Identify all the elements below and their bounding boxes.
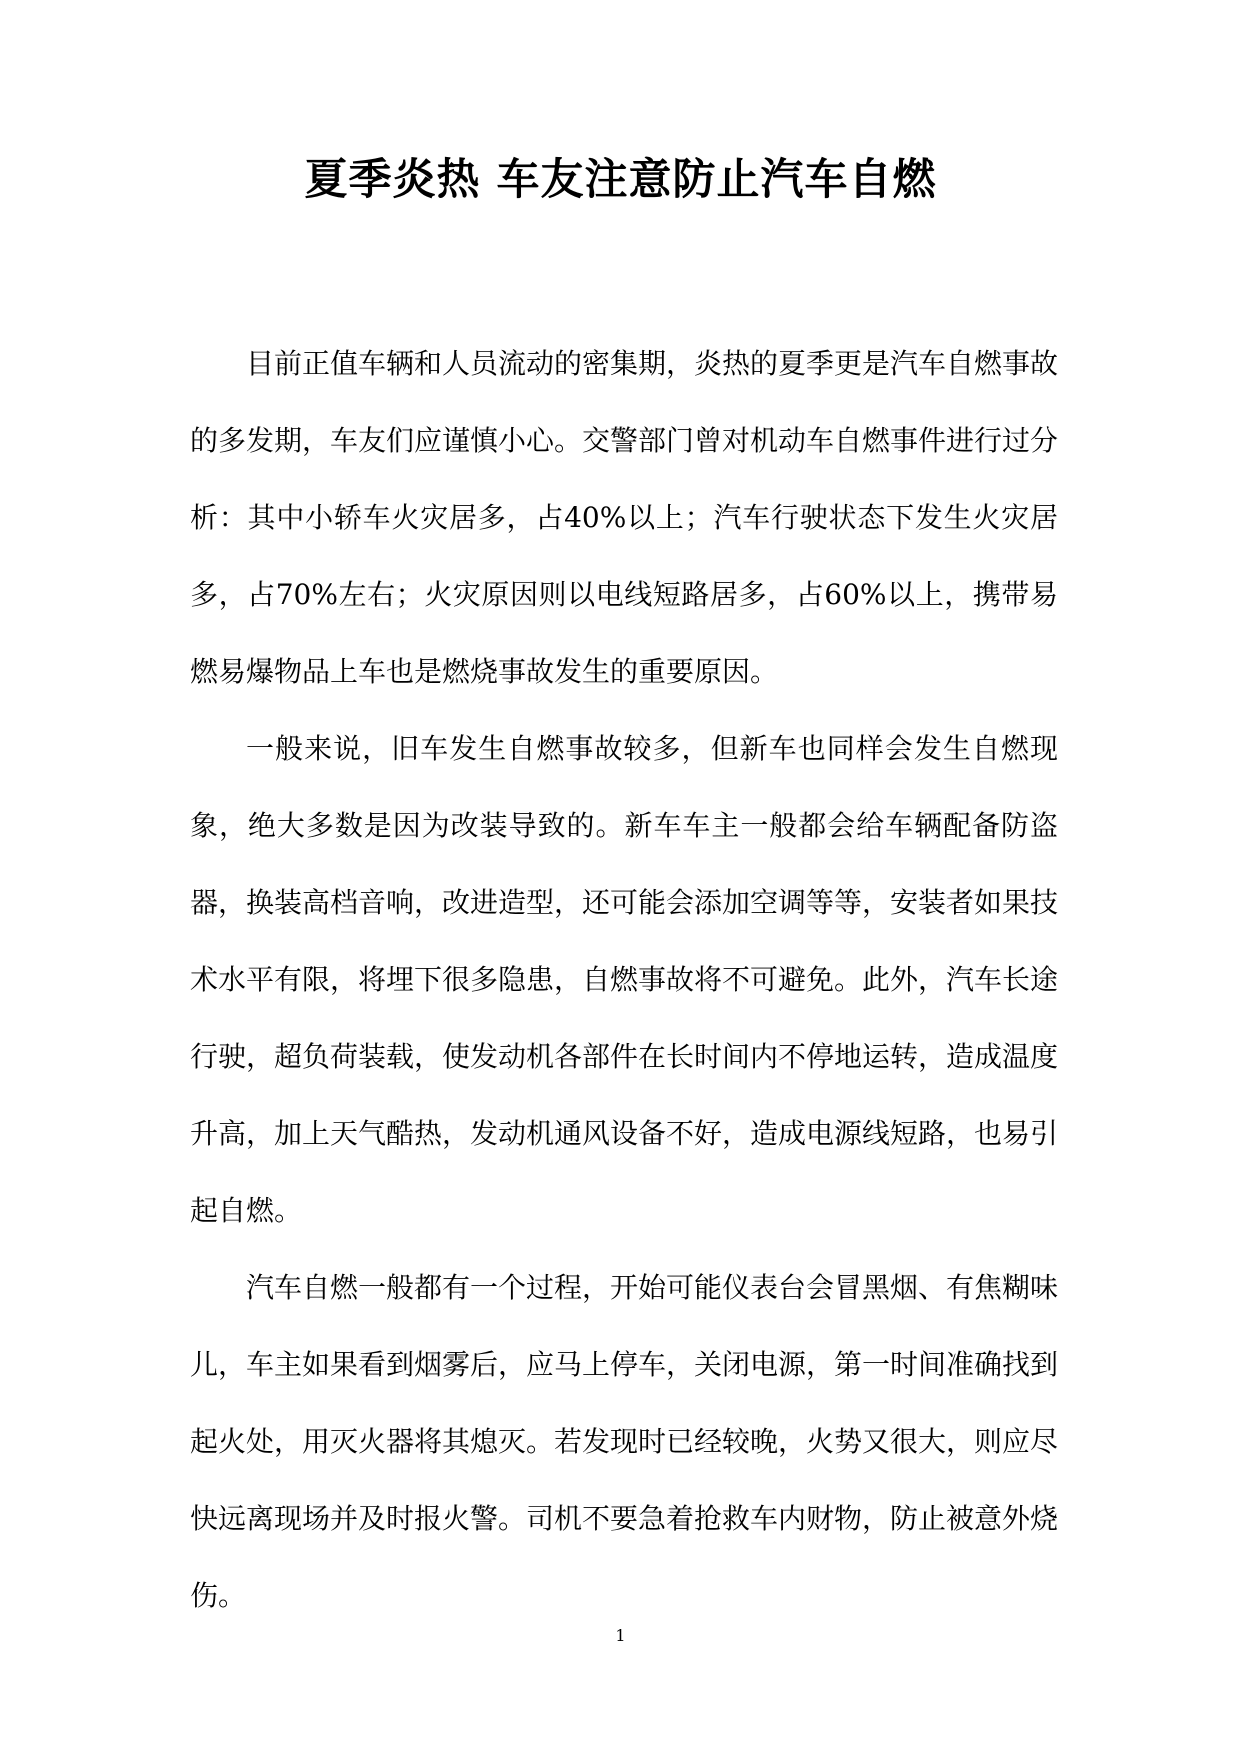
document-body xyxy=(190,325,1058,1634)
paragraph-2: 一般来说，旧车发生自燃事故较多，但新车也同样会发生自燃现象，绝大多数是因为改装导致的。新车车主一般都会给车辆配备防盗器，换装高档音响，改进造型，还可能会添加空调等等，安装者如果技术水平有限，将埋下很多隐患，自燃事故将不可避免。此外，汽车长途行驶，超负荷装载，使发动机各部件在长时间内不停地运转，造成温度升高，加上天气酷热，发动机通风设备不好，造成电源线短路，也易引起自燃。 xyxy=(190,732,1059,1227)
paragraph-1: 目前正值车辆和人员流动的密集期，炎热的夏季更是汽车自燃事故的多发期，车友们应谨慎小心。交警部门曾对机动车自燃事件进行过分析：其中小轿车火灾居多，占40%以上；汽车行驶状态下发生火灾居多，占70%左右；火灾原因则以电线短路居多，占60%以上，携带易燃易爆物品上车也是燃烧事故发生的重要原因。 xyxy=(190,347,1059,688)
page-number: 1 xyxy=(615,1626,626,1645)
document-title: 夏季炎热 车友注意防止汽车自燃 xyxy=(304,155,937,205)
paragraph-3: 汽车自燃一般都有一个过程，开始可能仪表台会冒黑烟、有焦糊味儿，车主如果看到烟雾后，应马上停车，关闭电源，第一时间准确找到起火处，用灭火器将其熄灭。若发现时已经较晚，火势又很大，则应尽快远离现场并及时报火警。司机不要急着抢救车内财物，防止被意外烧伤。 xyxy=(190,1271,1059,1612)
